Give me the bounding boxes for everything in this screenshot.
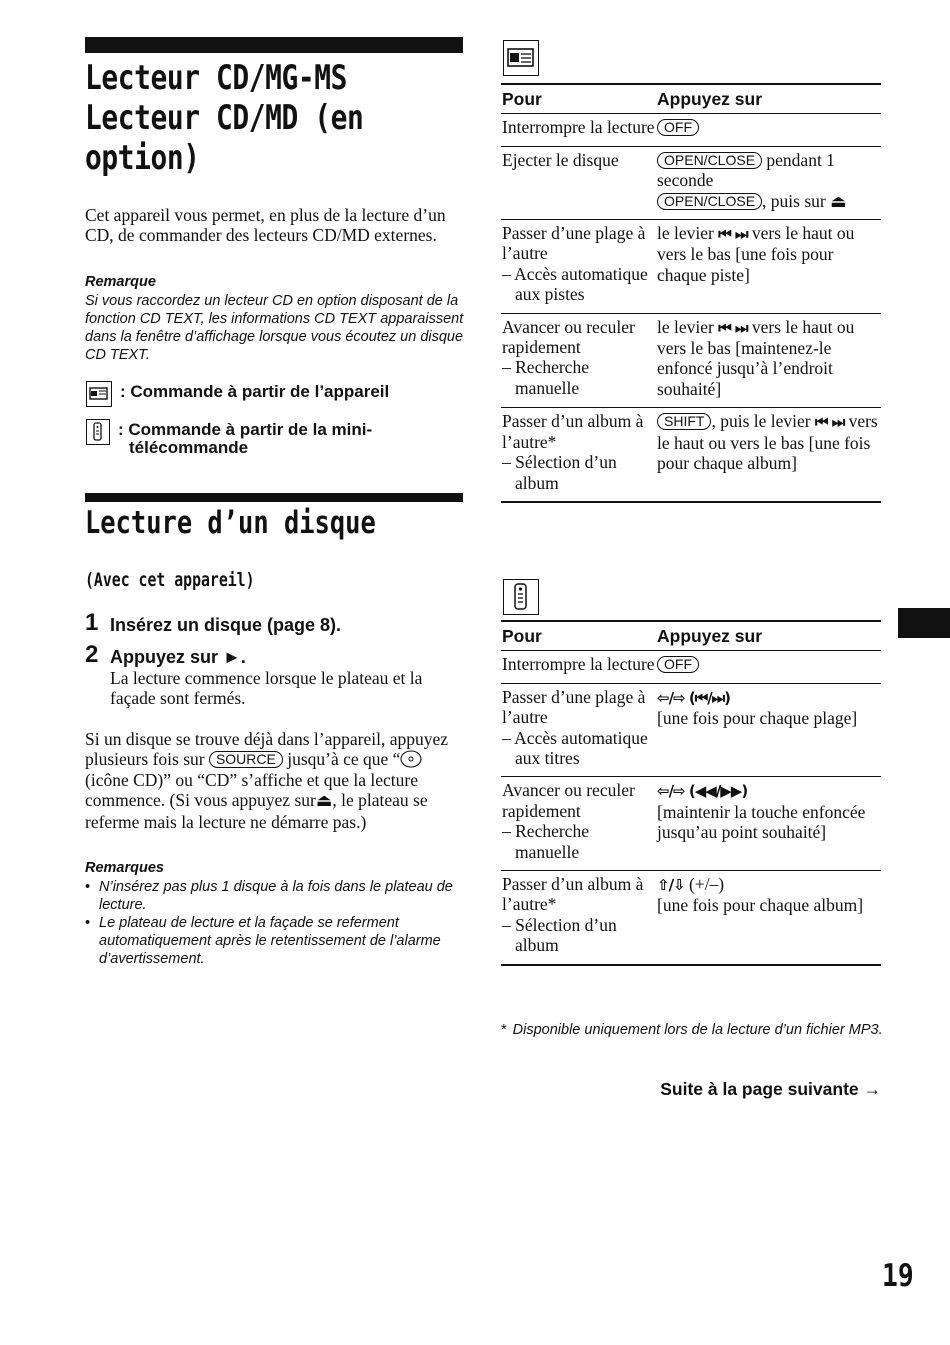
table-row: Interrompre la lecture OFF [501, 114, 881, 146]
legend-remote [86, 419, 372, 457]
unit-operations-table [501, 83, 881, 503]
playback-title: Lecture d’un disque [85, 505, 376, 541]
continued-next-page: Suite à la page suivante → [660, 1079, 881, 1099]
off-key: OFF [657, 119, 699, 136]
table-row: Avancer ou reculer rapidement – Recherche manuelle le levier ⏮ ⏭ vers le haut ou vers le bas [maintenez-le enfoncé jusqu’à l’endroit souhaité] [501, 313, 881, 408]
section-title-line2: Lecteur CD/MD (en [85, 98, 364, 138]
table-header-pour: Pour [501, 621, 656, 651]
unit-control-icon [503, 40, 539, 76]
disc-loaded-paragraph: Si un disque se trouve déjà dans l’appareil, appuyez plusieurs fois sur SOURCE jusqu’à ce que “ (icône CD)” ou “CD” s’affiche et que la lecture commence. (Si vous appuyez sur⏏, le plateau se referme mais la lecture ne démarre pas.) [85, 729, 449, 832]
table-header-row [501, 84, 881, 114]
step-2-number: 2 [85, 641, 99, 668]
table-row: Ejecter le disque OPEN/CLOSE pendant 1 seconde OPEN/CLOSE , puis sur ⏏ [501, 146, 881, 219]
notes-title: Remarques [85, 860, 164, 876]
section-title-line3: option) [85, 138, 200, 178]
prev-next-icon: ⏮ ⏭ [814, 413, 845, 432]
arrow-up-down-icon: ⇧/⇩ [657, 876, 685, 895]
section-title-line1: Lecteur CD/MG-MS [85, 58, 348, 98]
arrow-left-right-icon: ⇦/⇨ (◀◀/▶▶) [657, 782, 748, 801]
footnote-mark: * [501, 1022, 507, 1038]
source-key: SOURCE [209, 751, 283, 768]
table-row: Passer d’un album à l’autre* – Sélection d’un album SHIFT , puis le levier ⏮ ⏭ vers le haut ou vers le bas [une fois pour chaque album] [501, 408, 881, 502]
shift-key: SHIFT [657, 413, 711, 430]
table-header-row [501, 621, 881, 651]
open-close-key: OPEN/CLOSE [657, 152, 762, 169]
table-row: Avancer ou reculer rapidement – Recherche manuelle ⇦/⇨ (◀◀/▶▶) [maintenir la touche enfoncée jusqu’au point souhaité] [501, 777, 881, 871]
page-number: 19 [882, 1258, 914, 1294]
legend-remote-label-line1: : Commande à partir de la mini- [118, 420, 373, 439]
intro-paragraph: Cet appareil vous permet, en plus de la lecture d’un CD, de commander des lecteurs CD/MD externes. [85, 205, 446, 246]
section-bar-top [85, 37, 463, 53]
remote-control-icon [86, 419, 110, 445]
open-close-key: OPEN/CLOSE [657, 193, 762, 210]
note-title: Remarque [85, 274, 156, 290]
notes-list [85, 878, 465, 968]
step-1-number: 1 [85, 609, 99, 636]
play-icon: ►. [223, 647, 246, 667]
playback-subtitle: (Avec cet appareil) [85, 569, 255, 591]
step-2-text [110, 647, 246, 668]
chapter-side-tab [898, 608, 950, 638]
table-row: Passer d’un album à l’autre* – Sélection d’un album ⇧/⇩ (+/–) [une fois pour chaque album] [501, 871, 881, 965]
footnote-text: Disponible uniquement lors de la lecture d’un fichier MP3. [512, 1022, 883, 1038]
step-2-description: La lecture commence lorsque le plateau et la façade sont fermés. [110, 668, 423, 709]
off-key: OFF [657, 656, 699, 673]
cd-icon [400, 750, 422, 768]
unit-control-icon [86, 381, 112, 407]
step-2-label: Appuyez sur [110, 647, 219, 667]
remote-control-icon [503, 579, 539, 615]
table-header-appuyez: Appuyez sur [656, 621, 881, 651]
legend-remote-label-line2: télécommande [129, 438, 249, 457]
arrow-left-right-icon: ⇦/⇨ (⏮/⏭) [657, 688, 731, 707]
prev-next-icon: ⏮ ⏭ [718, 318, 748, 337]
prev-next-icon: ⏮ ⏭ [718, 225, 748, 244]
table-row: Passer d’une plage à l’autre – Accès automatique aux pistes le levier ⏮ ⏭ vers le haut ou vers le bas [une fois pour chaque piste] [501, 220, 881, 314]
table-row: Passer d’une plage à l’autre – Accès automatique aux titres ⇦/⇨ (⏮/⏭) [une fois pour chaque plage] [501, 683, 881, 777]
legend-unit-label: : Commande à partir de l’appareil [120, 382, 390, 401]
footnote [501, 1021, 883, 1039]
list-item: • Le plateau de lecture et la façade se referment automatiquement après le retentissement de l’alarme d’avertissement. [85, 914, 465, 968]
step-1-text: Insérez un disque (page 8). [110, 615, 342, 635]
table-row: Interrompre la lecture OFF [501, 651, 881, 683]
note-text: Si vous raccordez un lecteur CD en option disposant de la fonction CD TEXT, les informations CD TEXT apparaissent dans la fenêtre d’affichage lorsque vous écoutez un disque CD TEXT. [85, 293, 464, 363]
remote-operations-table [501, 620, 881, 966]
table-header-appuyez: Appuyez sur [656, 84, 881, 114]
eject-icon: ⏏ [315, 791, 333, 812]
list-item: • N’insérez pas plus 1 disque à la fois dans le plateau de lecture. [85, 878, 465, 914]
section-bar-playback [85, 493, 463, 502]
table-header-pour: Pour [501, 84, 656, 114]
legend-unit [86, 381, 389, 407]
